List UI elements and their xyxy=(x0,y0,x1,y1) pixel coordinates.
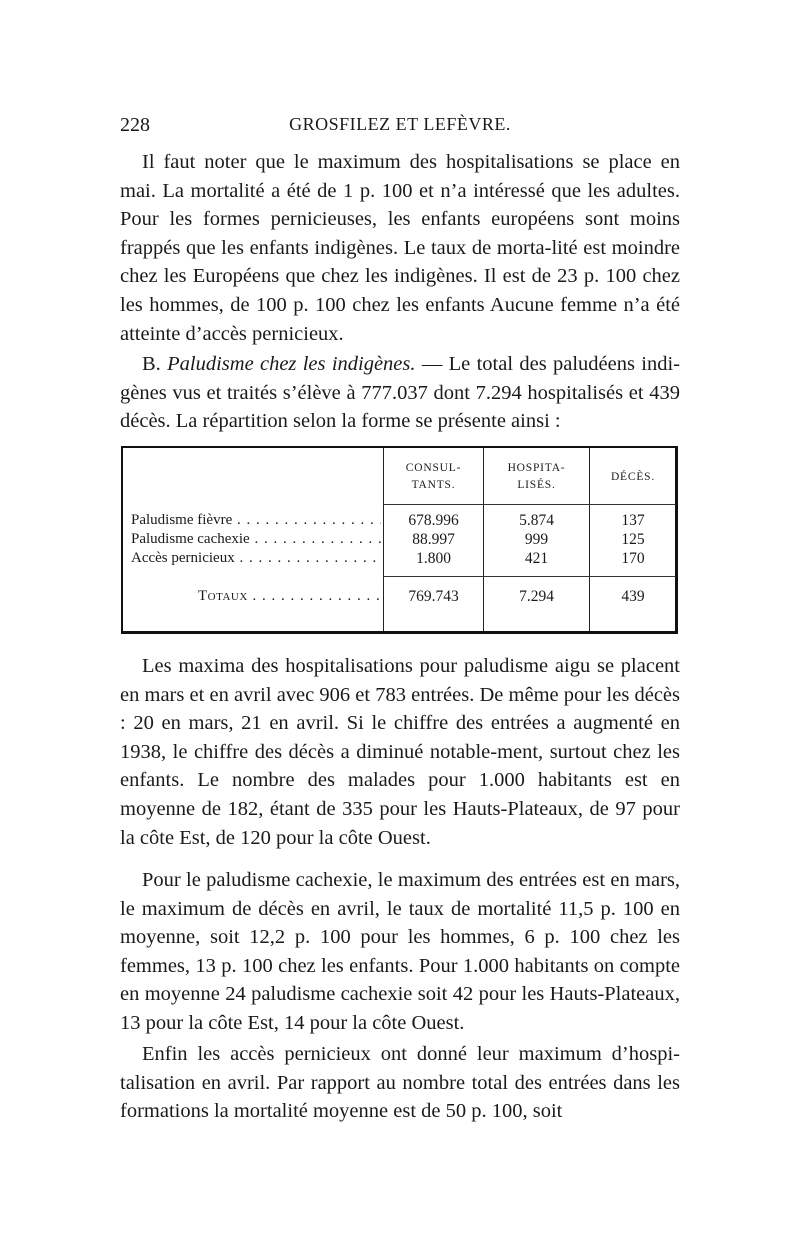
row-label-cachexie: Paludisme cachexie . . . xyxy=(131,531,381,548)
paragraph-indigenous-intro xyxy=(120,350,680,436)
running-head xyxy=(120,114,680,144)
row-label-fievre: Paludisme fièvre . . . xyxy=(131,512,381,529)
paragraph-indigenous-text: — Le total des paludéens indi-gènes vus et traités s’élève à 777.037 dont 7.294 hospitalisés et 439 décès. La répartition selon la forme se présente ainsi : xyxy=(120,353,680,433)
cell-fievre-hospitalises: 5.874 xyxy=(519,512,554,529)
row-label-pernicieux: Accès pernicieux . . . xyxy=(131,550,381,567)
paragraph-cachexia: Pour le paludisme cachexie, le maximum des entrées est en mars, le maximum de décès en avril, le taux de mortalité 11,5 p. 100 en moyenne, soit 12,2 p. 100 pour les hommes, 6 p. 100 chez les femmes, 13 p. 100 chez les enfants. Pour 1.000 habitants on compte en moyenne 24 paludisme cachexie soit 42 pour les Hauts-Plateaux, 13 pour la côte Est, 14 pour la côte Ouest. xyxy=(120,869,680,1034)
cell-totaux-deces: 439 xyxy=(621,588,645,605)
malaria-distribution-table xyxy=(121,446,678,634)
page-number: 228 xyxy=(120,114,150,136)
paragraph-mortality-europeans: Il faut noter que le maximum des hospitalisations se place en mai. La mortalité a été de 1 p. 100 et n’a intéressé que les adultes. Pour les formes pernicieuses, les enfants européens sont moins frappés que les enfants indigènes. Le taux de morta-lité est moindre chez les Européens que chez les indigènes. Il est de 23 p. 100 chez les hommes, de 100 p. 100 chez les enfants Aucune femme n’a été atteinte d’accès pernicieux. xyxy=(120,151,680,345)
cell-cachexie-consultants: 88.997 xyxy=(412,531,455,548)
cell-totaux-consultants: 769.743 xyxy=(408,588,459,605)
cell-fievre-deces: 137 xyxy=(621,512,645,529)
row-label-totaux: Totaux . . . xyxy=(198,588,383,605)
cell-totaux-hospitalises: 7.294 xyxy=(519,588,554,605)
header-consultants: CONSUL- TANTS. xyxy=(405,462,462,491)
cell-pernicieux-consultants: 1.800 xyxy=(416,550,451,567)
section-letter: B. xyxy=(142,353,168,375)
section-title: Paludisme chez les indigènes. xyxy=(167,353,416,375)
paragraph-acute-malaria: Les maxima des hospitalisations pour paludisme aigu se placent en mars et en avril avec 906 et 783 entrées. De même pour les décès : 20 en mars, 21 en avril. Si le chiffre des entrées a augmenté en 1938, le chiffre des décès a diminué notable-ment, surtout chez les enfants. Le nombre des malades pour 1.000 habitants est en moyenne de 182, étant de 335 pour les Hauts-Plateaux, de 97 pour la côte Est, de 120 pour la côte Ouest. xyxy=(120,655,680,849)
totals-rule xyxy=(383,576,676,577)
cell-cachexie-deces: 125 xyxy=(621,531,645,548)
running-title: GROSFILEZ ET LEFÈVRE. xyxy=(289,114,511,134)
header-rule xyxy=(383,504,676,505)
cell-cachexie-hospitalises: 999 xyxy=(524,531,549,548)
header-deces: DÉCÈS. xyxy=(610,471,656,483)
paragraph-pernicious: Enfin les accès pernicieux ont donné leur maximum d’hospi-talisation en avril. Par rapport au nombre total des entrées dans les formations la mortalité moyenne est de 50 p. 100, soit xyxy=(120,1043,680,1123)
cell-fievre-consultants: 678.996 xyxy=(408,512,459,529)
cell-pernicieux-hospitalises: 421 xyxy=(524,550,549,567)
header-hospitalises: HOSPITA- LISÉS. xyxy=(507,462,566,491)
cell-pernicieux-deces: 170 xyxy=(621,550,645,567)
